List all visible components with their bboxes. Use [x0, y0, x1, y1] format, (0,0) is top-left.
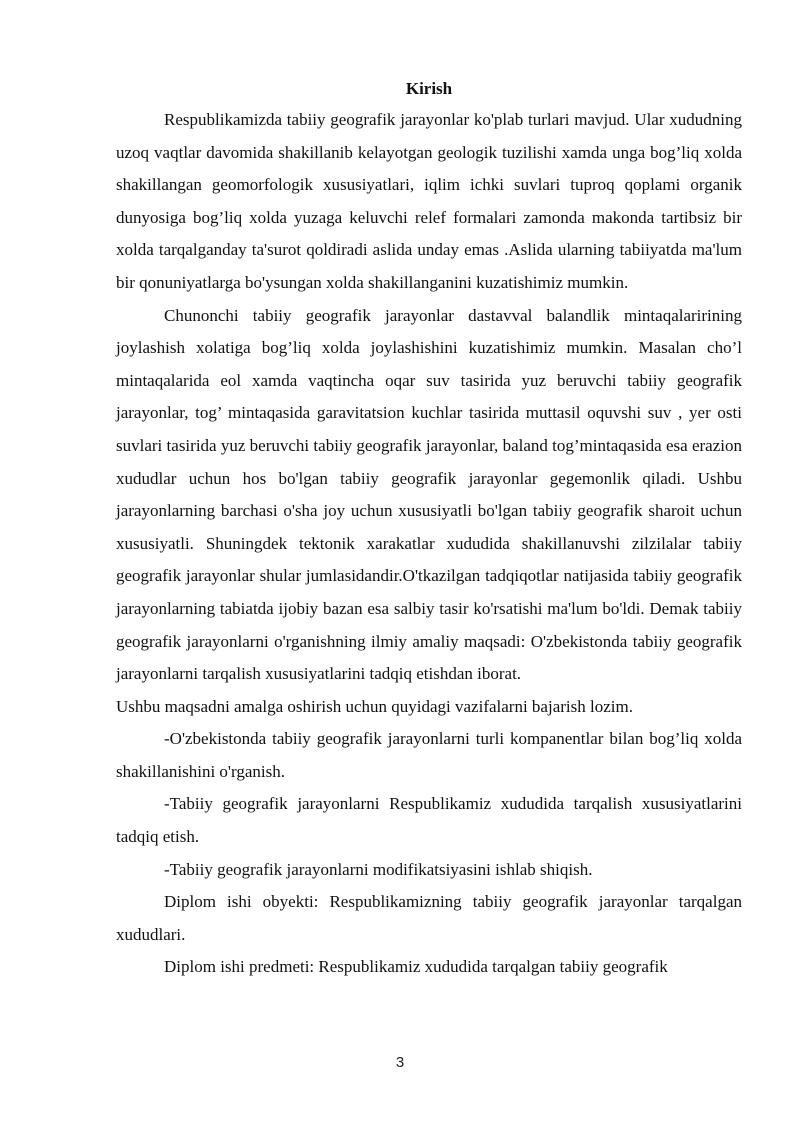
task-item-3: -Tabiiy geografik jarayonlarni modifikatsiyasini ishlab shiqish.: [164, 859, 593, 879]
task-item-1: -O'zbekistonda tabiiy geografik jarayonlarni turli kompanentlar bilan bog’liq xolda shakillanishini o'rganish.: [116, 729, 742, 781]
paragraph-subject: Diplom ishi predmeti: Respublikamiz xududida tarqalgan tabiiy geografik: [164, 957, 668, 977]
paragraph-object: Diplom ishi obyekti: Respublikamizning tabiiy geografik jarayonlar tarqalgan xududlari.: [116, 892, 742, 944]
paragraph-processes: Chunonchi tabiiy geografik jarayonlar dastavval balandlik mintaqalaririning joylashish xolatiga bog’liq xolda joylashishini kuzatishimiz mumkin. Masalan cho’l mintaqalarida eol xamda vaqtincha oqar suv tasirida yuz beruvchi tabiiy geografik jarayonlar, tog’ mintaqasida garavitatsion kuchlar tasirida muttasil oquvshi suv , yer osti suvlari tasirida yuz beruvchi tabiiy geografik jarayonlar, baland tog’mintaqasida esa erazion xududlar uchun hos bo'lgan tabiiy geografik jarayonlar gegemonlik qiladi. Ushbu jarayonlarning barchasi o'sha joy uchun xususiyatli bo'lgan tabiiy geografik sharoit uchun xususiyatli. Shuningdek tektonik xarakatlar xududida shakillanuvshi zilzilalar tabiiy geografik jarayonlar shular jumlasidandir.O'tkazilgan tadqiqotlar natijasida tabiiy geografik jarayonlarning tabiatda ijobiy bazan esa salbiy tasir ko'rsatishi ma'lum bo'ldi. Demak tabiiy geografik jarayonlarni o'rganishning ilmiy amaliy maqsadi: O'zbekistonda tabiiy geografik jarayonlarni tarqalish xususiyatlarini tadqiq etishdan iborat.: [116, 305, 742, 684]
page-number: 3: [395, 1054, 405, 1071]
section-title: Kirish: [405, 79, 453, 98]
task-item-2: -Tabiiy geografik jarayonlarni Respublikamiz xududida tarqalish xususiyatlarini tadqiq etish.: [116, 794, 742, 847]
document-page: [116, 74, 742, 984]
paragraph-tasks-intro: Ushbu maqsadni amalga oshirish uchun quyidagi vazifalarni bajarish lozim.: [116, 696, 633, 716]
paragraph-intro: Respublikamizda tabiiy geografik jarayonlar ko'plab turlari mavjud. Ular xududning uzoq vaqtlar davomida shakillanib kelayotgan geologik tuzilishi xamda unga bog’liq xolda shakillangan geomorfologik xususiyatlari, iqlim ichki suvlari tuproq qoplami organik dunyosiga bog’liq xolda yuzaga keluvchi relef formalari zamonda makonda tartibsiz bir xolda tarqalganday ta'surot qoldiradi aslida unday emas .Aslida ularning tabiiyatda ma'lum bir qonuniyatlarga bo'ysungan xolda shakillanganini kuzatishimiz mumkin.: [116, 110, 742, 292]
